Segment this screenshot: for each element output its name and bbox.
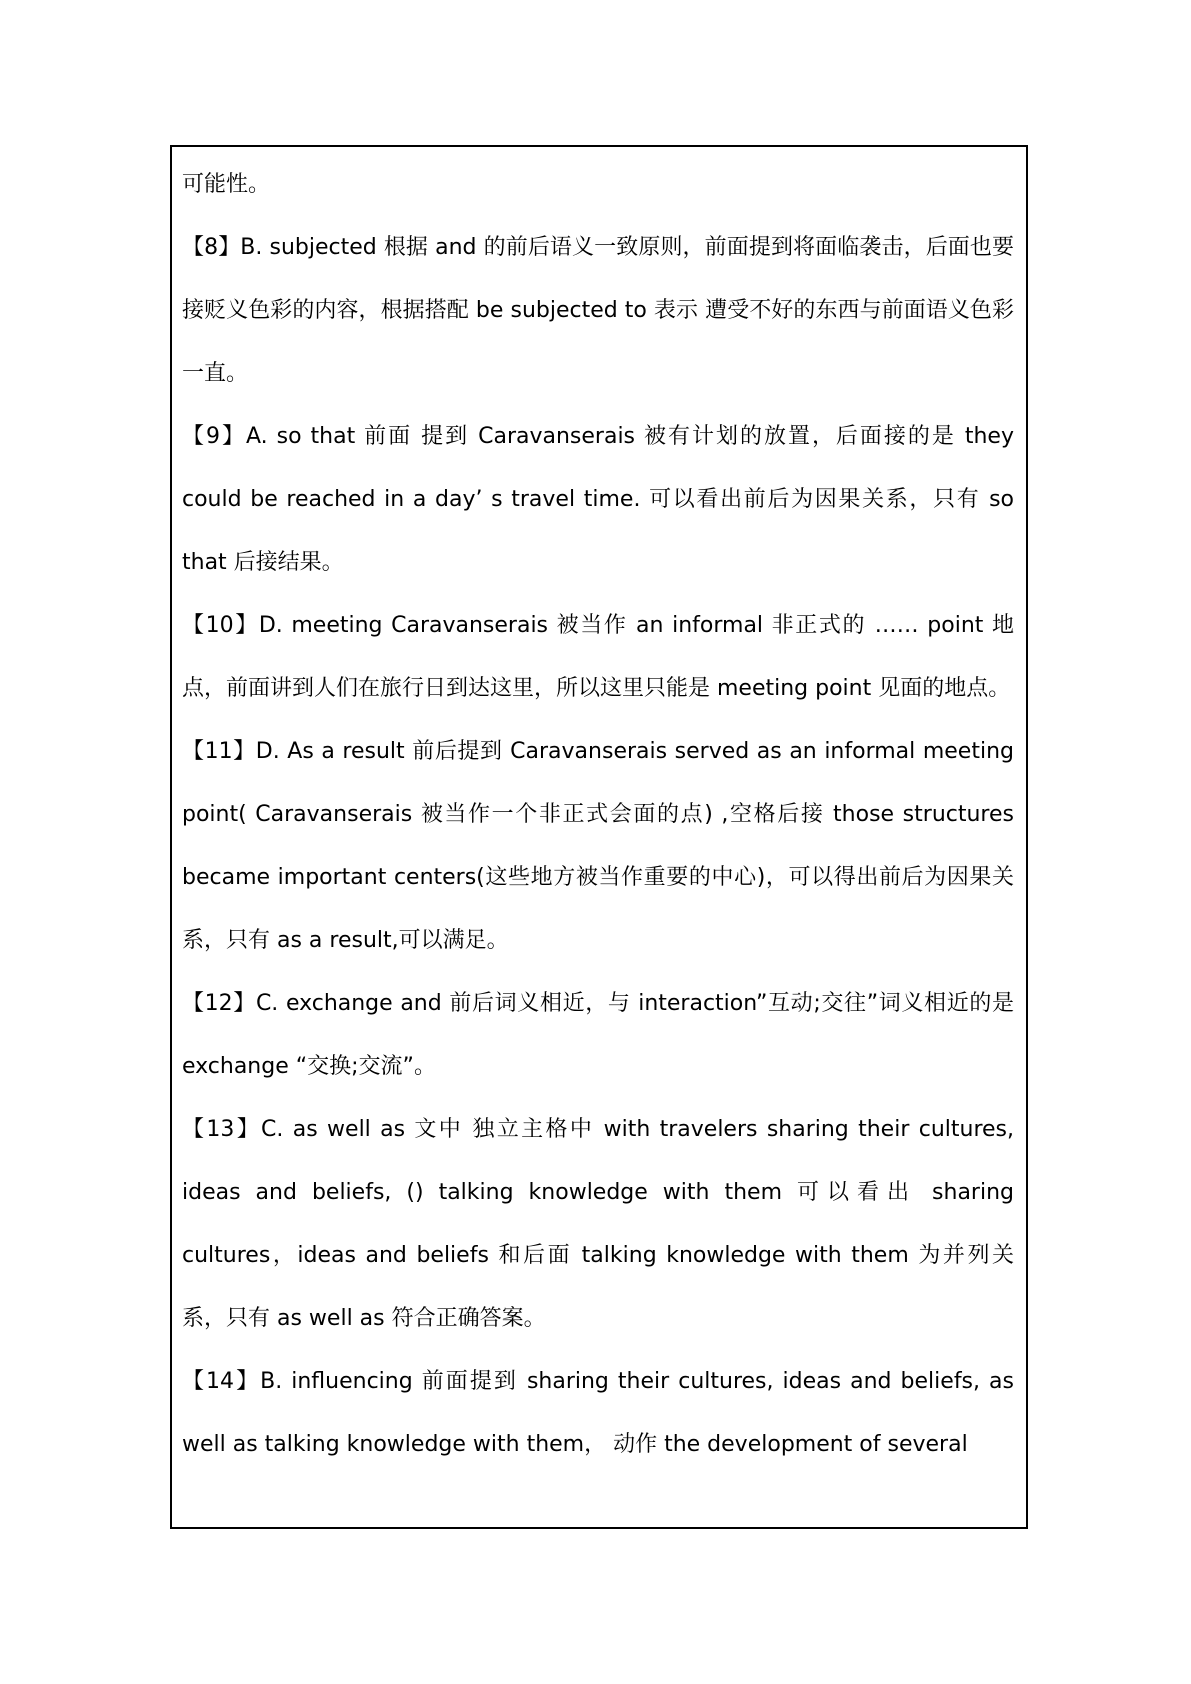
paragraph-answer-14: 【14】B. influencing 前面提到 sharing their cultures, ideas and beliefs, as well as talking knowledge with them， 动作 the development of several [182,1369,1014,1457]
paragraph-answer-8: 【8】B. subjected 根据 and 的前后语义一致原则，前面提到将面临袭击，后面也要接贬义色彩的内容，根据搭配 be subjected to 表示 遭受不好的东西与前面语义色彩一直。 [182,235,1014,386]
paragraph-answer-13: 【13】C. as well as 文中 独立主格中 with travelers sharing their cultures, ideas and beliefs, () talking knowledge with them 可以看出 sharing cultures，ideas and beliefs 和后面 talking knowledge with them 为并列关系，只有 as well as 符合正确答案。 [182,1117,1014,1331]
paragraph-answer-10: 【10】D. meeting Caravanserais 被当作 an informal 非正式的 …… point 地点，前面讲到人们在旅行日到达这里，所以这里只能是 meeting point 见面的地点。 [182,613,1014,701]
paragraph-7-end: 可能性。 [182,172,271,197]
answer-explanation-box [170,145,1028,1529]
paragraph-answer-9: 【9】A. so that 前面 提到 Caravanserais 被有计划的放置，后面接的是 they could be reached in a day’ s travel time. 可以看出前后为因果关系，只有 so that 后接结果。 [182,424,1014,575]
paragraph-answer-12: 【12】C. exchange and 前后词义相近，与 interaction”互动;交往”词义相近的是 exchange “交换;交流”。 [182,991,1014,1079]
paragraph-answer-11: 【11】D. As a result 前后提到 Caravanserais served as an informal meeting point( Caravanserais 被当作一个非正式会面的点) ,空格后接 those structures became important centers(这些地方被当作重要的中心)，可以得出前后为因果关系，只有 as a result,可以满足。 [182,739,1014,953]
